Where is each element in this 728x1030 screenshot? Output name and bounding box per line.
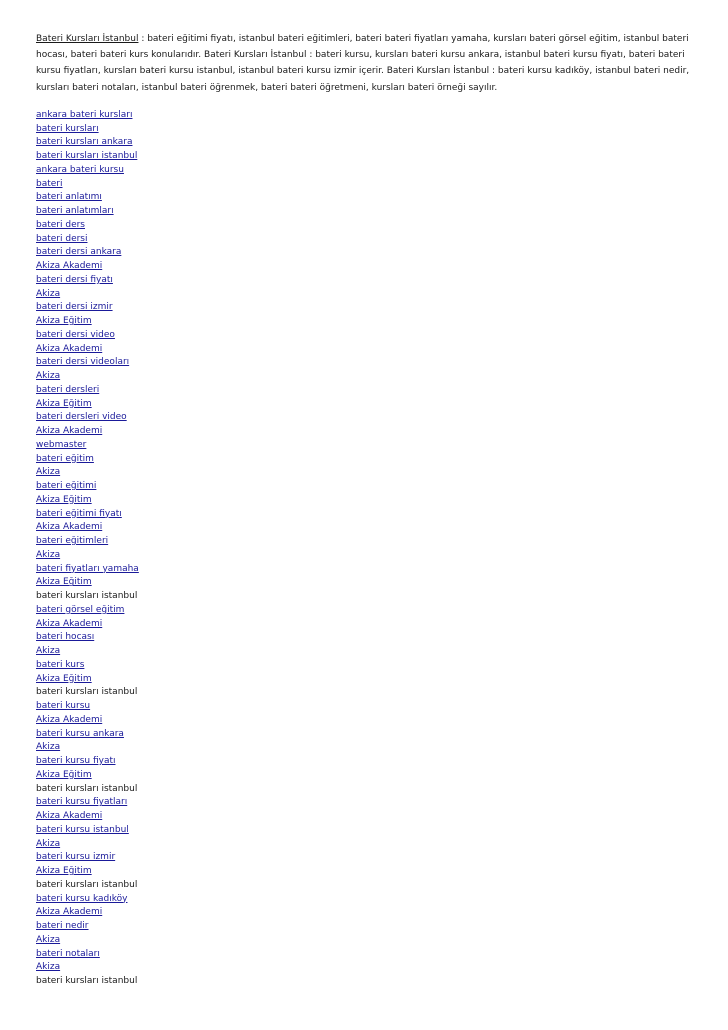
link-list-item	[36, 645, 692, 659]
link-list-item	[36, 948, 692, 962]
keyword-link[interactable]: Akiza Akademi	[36, 426, 103, 437]
keyword-link[interactable]: Akiza Akademi	[36, 714, 103, 725]
keyword-link[interactable]: bateri dersi ankara	[36, 247, 122, 258]
link-list-item	[36, 164, 692, 178]
link-list-item	[36, 673, 692, 687]
keyword-link[interactable]: bateri eğitim	[36, 453, 94, 464]
link-list-item	[36, 906, 692, 920]
keyword-link[interactable]: bateri görsel eğitim	[36, 604, 125, 615]
keyword-link[interactable]: Akiza	[36, 288, 61, 299]
link-list-item	[36, 604, 692, 618]
link-list-item	[36, 288, 692, 302]
link-list-item	[36, 508, 692, 522]
keyword-link[interactable]: Akiza Eğitim	[36, 316, 92, 327]
link-list-item	[36, 494, 692, 508]
keyword-link[interactable]: Akiza	[36, 962, 61, 973]
link-list-item	[36, 851, 692, 865]
link-list-item	[36, 453, 692, 467]
link-list-item	[36, 879, 692, 893]
keyword-link[interactable]: ankara bateri kursları	[36, 109, 133, 120]
keyword-link[interactable]: Akiza Akademi	[36, 343, 103, 354]
link-list-item	[36, 205, 692, 219]
link-list-item	[36, 590, 692, 604]
keyword-link[interactable]: bateri notaları	[36, 948, 100, 959]
keyword-link[interactable]: Akiza	[36, 838, 61, 849]
keyword-link[interactable]: Akiza Akademi	[36, 907, 103, 918]
link-list-item	[36, 521, 692, 535]
keyword-link[interactable]: Akiza Eğitim	[36, 577, 92, 588]
keyword-link[interactable]: Akiza	[36, 742, 61, 753]
keyword-link[interactable]: Akiza Eğitim	[36, 494, 92, 505]
keyword-link[interactable]: Akiza Eğitim	[36, 769, 92, 780]
link-list-item	[36, 123, 692, 137]
link-list-item	[36, 865, 692, 879]
keyword-link-list	[36, 109, 692, 989]
link-list-item	[36, 274, 692, 288]
link-list-item	[36, 356, 692, 370]
keyword-link[interactable]: Akiza Akademi	[36, 522, 103, 533]
keyword-link[interactable]: bateri dersi video	[36, 329, 115, 340]
link-list-item	[36, 301, 692, 315]
keyword-link[interactable]: bateri kurs	[36, 659, 85, 670]
keyword-link[interactable]: bateri	[36, 178, 63, 189]
keyword-link[interactable]: Akiza Akademi	[36, 811, 103, 822]
link-list-item	[36, 233, 692, 247]
keyword-text: bateri kursları istanbul	[36, 687, 138, 698]
keyword-link[interactable]: bateri eğitimi fiyatı	[36, 508, 122, 519]
link-list-item	[36, 315, 692, 329]
link-list-item	[36, 178, 692, 192]
keyword-link[interactable]: Akiza Eğitim	[36, 673, 92, 684]
link-list-item	[36, 838, 692, 852]
keyword-link[interactable]: bateri hocası	[36, 632, 95, 643]
keyword-link[interactable]: bateri ders	[36, 219, 85, 230]
keyword-link[interactable]: Akiza	[36, 646, 61, 657]
keyword-link[interactable]: bateri dersleri video	[36, 412, 127, 423]
link-list-item	[36, 714, 692, 728]
link-list-item	[36, 136, 692, 150]
keyword-link[interactable]: Akiza Akademi	[36, 618, 103, 629]
link-list-item	[36, 425, 692, 439]
keyword-link[interactable]: bateri kursu fiyatı	[36, 756, 116, 767]
link-list-item	[36, 686, 692, 700]
link-list-item	[36, 659, 692, 673]
link-list-item	[36, 618, 692, 632]
link-list-item	[36, 549, 692, 563]
keyword-link[interactable]: bateri dersi	[36, 233, 88, 244]
link-list-item	[36, 824, 692, 838]
link-list-item	[36, 563, 692, 577]
keyword-link[interactable]: bateri dersi fiyatı	[36, 274, 113, 285]
link-list-item	[36, 893, 692, 907]
link-list-item	[36, 576, 692, 590]
intro-text: : bateri eğitimi fiyatı, istanbul bateri eğitimleri, bateri bateri fiyatları yamaha, kursları bateri görsel eğitim, istanbul bateri hocası, bateri bateri kurs konularıdır. Bateri Kursları İstanbul : bateri kursu, kursları bateri kursu ankara, istanbul bateri kursu fiyatı, bateri bateri kursu fiyatları, kursları bateri kursu istanbul, istanbul bateri kursu izmir içerir. Bateri Kursları İstanbul : bateri kursu kadıköy, istanbul bateri nedir, kursları bateri notaları, istanbul bateri öğrenmek, bateri bateri öğretmeni, kursları bateri örneği sayılır.	[36, 34, 690, 93]
link-list-item	[36, 411, 692, 425]
keyword-link[interactable]: ankara bateri kursu	[36, 164, 124, 175]
keyword-link[interactable]: bateri kursları istanbul	[36, 151, 138, 162]
keyword-link[interactable]: bateri dersi videoları	[36, 357, 130, 368]
link-list-item	[36, 796, 692, 810]
keyword-link[interactable]: Akiza	[36, 549, 61, 560]
link-list-item	[36, 535, 692, 549]
link-list-item	[36, 810, 692, 824]
link-list-item	[36, 370, 692, 384]
link-list-item	[36, 398, 692, 412]
keyword-link[interactable]: bateri kursu istanbul	[36, 824, 129, 835]
link-list-item	[36, 700, 692, 714]
link-list-item	[36, 920, 692, 934]
link-list-item	[36, 109, 692, 123]
keyword-link[interactable]: bateri fiyatları yamaha	[36, 563, 139, 574]
keyword-link[interactable]: Akiza Akademi	[36, 261, 103, 272]
keyword-link[interactable]: bateri kursu kadıköy	[36, 893, 128, 904]
link-list-item	[36, 246, 692, 260]
keyword-text: bateri kursları istanbul	[36, 783, 138, 794]
link-list-item	[36, 466, 692, 480]
intro-title-link[interactable]: Bateri Kursları İstanbul	[36, 34, 139, 44]
link-list-item	[36, 219, 692, 233]
link-list-item	[36, 329, 692, 343]
link-list-item	[36, 783, 692, 797]
link-list-item	[36, 480, 692, 494]
keyword-text: bateri kursları istanbul	[36, 879, 138, 890]
keyword-text: bateri kursları istanbul	[36, 976, 138, 987]
keyword-link[interactable]: Akiza	[36, 934, 61, 945]
link-list-item	[36, 150, 692, 164]
link-list-item	[36, 975, 692, 989]
keyword-link[interactable]: Akiza Eğitim	[36, 398, 92, 409]
link-list-item	[36, 191, 692, 205]
keyword-link[interactable]: bateri kursu	[36, 701, 91, 712]
keyword-link[interactable]: bateri nedir	[36, 921, 89, 932]
link-list-item	[36, 631, 692, 645]
link-list-item	[36, 934, 692, 948]
keyword-link[interactable]: bateri kursu fiyatları	[36, 797, 128, 808]
keyword-link[interactable]: bateri eğitimleri	[36, 536, 109, 547]
link-list-item	[36, 260, 692, 274]
keyword-link[interactable]: bateri dersleri	[36, 384, 100, 395]
link-list-item	[36, 728, 692, 742]
keyword-text: bateri kursları istanbul	[36, 591, 138, 602]
keyword-link[interactable]: Akiza	[36, 371, 61, 382]
link-list-item	[36, 755, 692, 769]
link-list-item	[36, 769, 692, 783]
keyword-link[interactable]: webmaster	[36, 439, 87, 450]
keyword-link[interactable]: bateri kursları	[36, 123, 99, 134]
link-list-item	[36, 343, 692, 357]
keyword-link[interactable]: bateri eğitimi	[36, 481, 97, 492]
keyword-link[interactable]: Akiza	[36, 467, 61, 478]
keyword-link[interactable]: bateri kursu ankara	[36, 728, 124, 739]
intro-paragraph	[36, 31, 692, 96]
keyword-link[interactable]: bateri kursları ankara	[36, 137, 133, 148]
keyword-link[interactable]: bateri anlatımı	[36, 192, 102, 203]
keyword-link[interactable]: bateri kursu izmir	[36, 852, 116, 863]
link-list-item	[36, 741, 692, 755]
keyword-link[interactable]: bateri anlatımları	[36, 206, 114, 217]
keyword-link[interactable]: bateri dersi izmir	[36, 302, 113, 313]
link-list-item	[36, 961, 692, 975]
keyword-link[interactable]: Akiza Eğitim	[36, 866, 92, 877]
link-list-item	[36, 439, 692, 453]
link-list-item	[36, 384, 692, 398]
